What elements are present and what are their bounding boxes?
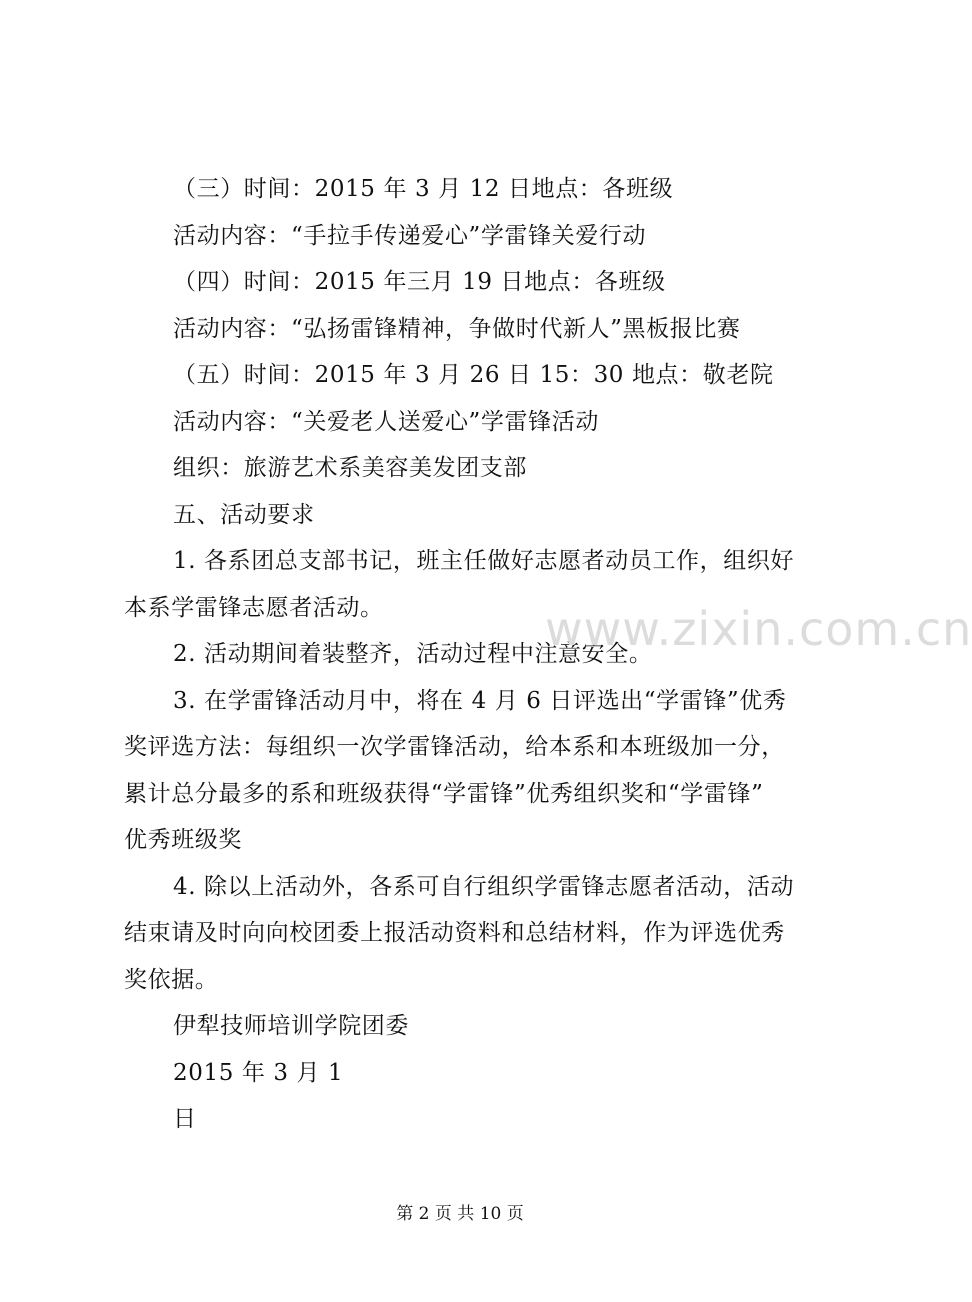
text-line: 奖依据。 [124,967,219,993]
text-line: （五）时间：2015 年 3 月 26 日 15：30 地点：敬老院 [173,362,774,388]
signature-date: 2015 年 3 月 1 [173,1060,344,1086]
text-line: 4. 除以上活动外，各系可自行组织学雷锋志愿者活动，活动 [173,874,795,900]
text-line: 1. 各系团总支部书记，班主任做好志愿者动员工作，组织好 [173,548,795,574]
page-footer: 第 2 页 共 10 页 [396,1204,524,1224]
text-line: 结束请及时向向校团委上报活动资料和总结材料，作为评选优秀 [124,920,785,946]
text-line: 3. 在学雷锋活动月中，将在 4 月 6 日评选出“学雷锋”优秀 [173,688,787,714]
text-line: 活动内容：“关爱老人送爱心”学雷锋活动 [173,409,599,435]
text-line: 2. 活动期间着装整齐，活动过程中注意安全。 [173,641,653,667]
text-line: 组织：旅游艺术系美容美发团支部 [173,455,527,481]
text-line: 本系学雷锋志愿者活动。 [124,595,384,621]
text-line: 优秀班级奖 [124,827,242,853]
text-line: （四）时间：2015 年三月 19 日地点：各班级 [173,269,666,295]
watermark: www.zixin.com.cn [545,602,972,656]
signature-organization: 伊犁技师培训学院团委 [173,1013,409,1039]
text-line: 累计总分最多的系和班级获得“学雷锋”优秀组织奖和“学雷锋” [124,781,764,807]
text-line: （三）时间：2015 年 3 月 12 日地点：各班级 [173,176,674,202]
text-line: 奖评选方法：每组织一次学雷锋活动，给本系和本班级加一分， [124,734,785,760]
text-line: 活动内容：“手拉手传递爱心”学雷锋关爱行动 [173,223,647,249]
text-line: 活动内容：“弘扬雷锋精神，争做时代新人”黑板报比赛 [173,316,741,342]
signature-date-day: 日 [173,1106,197,1132]
section-heading: 五、活动要求 [173,502,315,528]
